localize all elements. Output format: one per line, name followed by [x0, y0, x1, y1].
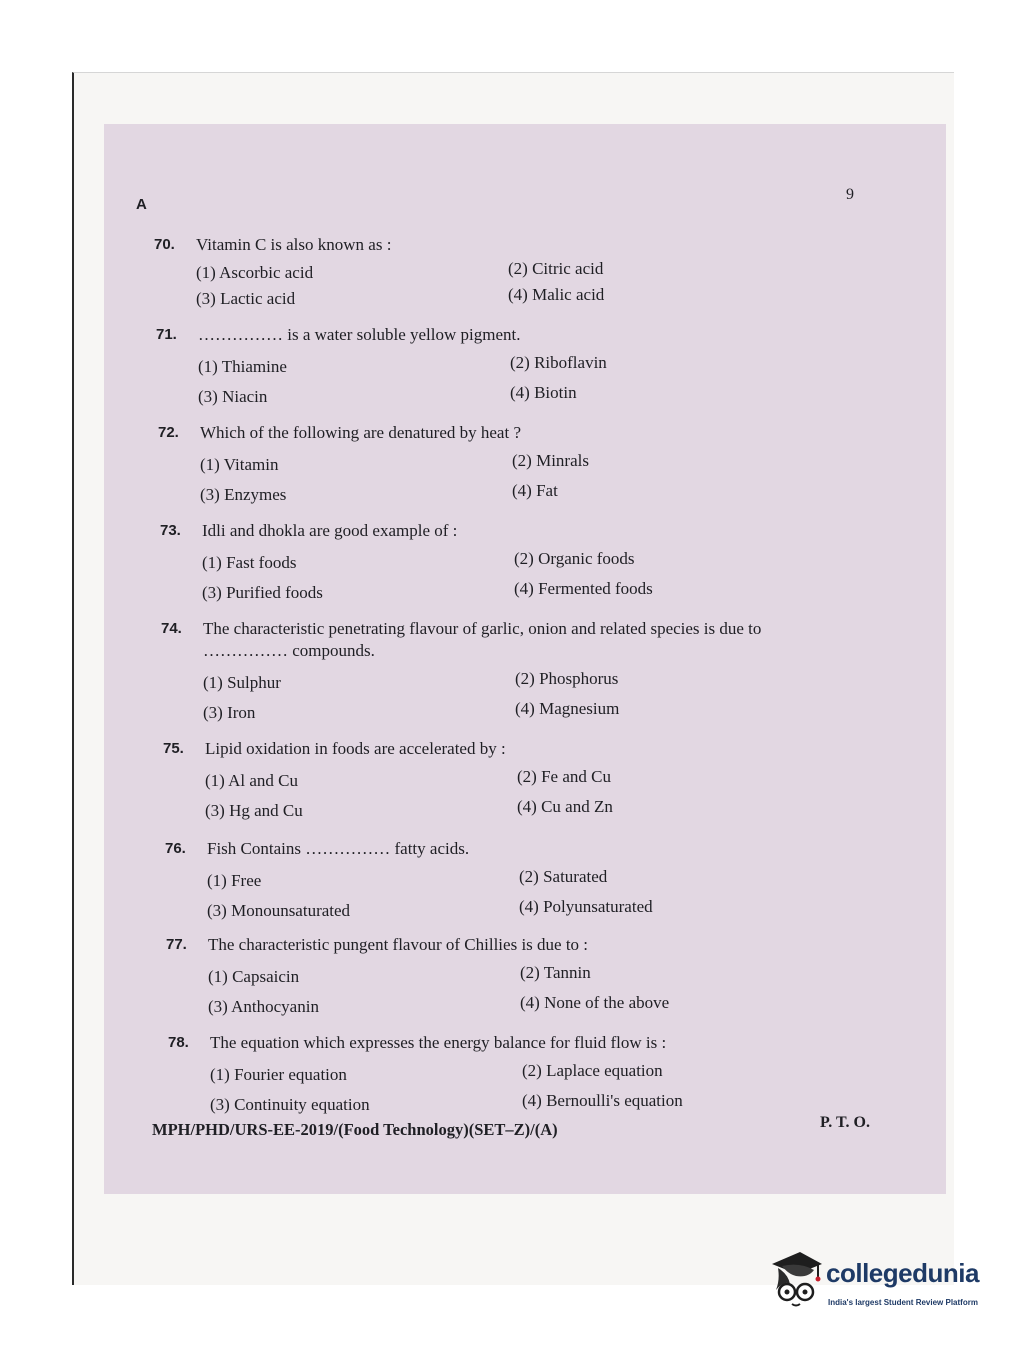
option-4: (4) Malic acid — [508, 285, 605, 304]
question-number: 70. — [154, 236, 175, 253]
option-3: (3) Lactic acid — [196, 289, 296, 308]
question-78 — [168, 1032, 868, 1116]
option-3: (3) Monounsaturated — [207, 901, 351, 920]
option-3: (3) Purified foods — [202, 583, 323, 602]
collegedunia-mascot-icon — [770, 1250, 824, 1308]
set-letter: A — [136, 196, 147, 213]
question-number: 73. — [160, 522, 181, 539]
question-71 — [156, 324, 856, 408]
question-70 — [154, 234, 854, 314]
question-number: 76. — [165, 840, 186, 857]
option-3: (3) Enzymes — [200, 485, 287, 504]
option-1: (1) Al and Cu — [205, 771, 299, 790]
question-number: 74. — [161, 620, 182, 637]
collegedunia-tagline: India's largest Student Review Platform — [828, 1298, 978, 1307]
option-1: (1) Capsaicin — [208, 967, 300, 986]
option-1: (1) Fast foods — [202, 553, 297, 572]
option-2: (2) Organic foods — [514, 549, 635, 568]
question-number: 71. — [156, 326, 177, 343]
option-2: (2) Tannin — [520, 963, 591, 982]
option-1: (1) Ascorbic acid — [196, 263, 314, 282]
option-2: (2) Saturated — [519, 867, 608, 886]
question-73 — [160, 520, 860, 604]
option-4: (4) Cu and Zn — [517, 797, 613, 816]
option-4: (4) Biotin — [510, 383, 577, 402]
option-1: (1) Thiamine — [198, 357, 287, 376]
question-75 — [163, 738, 863, 822]
option-3: (3) Continuity equation — [210, 1095, 370, 1114]
question-stem: Fish Contains …………… fatty acids. — [207, 839, 470, 858]
question-76 — [165, 838, 865, 922]
question-number: 75. — [163, 740, 184, 757]
option-4: (4) Bernoulli's equation — [522, 1091, 683, 1110]
collegedunia-brand: collegedunia — [826, 1258, 979, 1288]
option-3: (3) Iron — [203, 703, 256, 722]
option-3: (3) Hg and Cu — [205, 801, 303, 820]
option-4: (4) Fat — [512, 481, 558, 500]
option-2: (2) Phosphorus — [515, 669, 619, 688]
page-number: 9 — [846, 186, 854, 203]
question-stem: Vitamin C is also known as : — [196, 235, 392, 254]
question-number: 72. — [158, 424, 179, 441]
question-stem: The characteristic penetrating flavour of garlic, onion and related species is due to — [203, 619, 762, 638]
option-2: (2) Minrals — [512, 451, 589, 470]
collegedunia-watermark — [770, 1250, 995, 1320]
question-stem: Which of the following are denatured by heat ? — [200, 423, 521, 442]
option-1: (1) Free — [207, 871, 262, 890]
option-2: (2) Laplace equation — [522, 1061, 663, 1080]
question-number: 78. — [168, 1034, 189, 1051]
question-stem: Lipid oxidation in foods are accelerated by : — [205, 739, 506, 758]
option-4: (4) Magnesium — [515, 699, 620, 718]
option-1: (1) Vitamin — [200, 455, 279, 474]
option-2: (2) Riboflavin — [510, 353, 607, 372]
option-4: (4) None of the above — [520, 993, 670, 1012]
option-4: (4) Polyunsaturated — [519, 897, 653, 916]
question-stem: …………… is a water soluble yellow pigment. — [198, 325, 521, 344]
exam-code-footer: MPH/PHD/URS-EE-2019/(Food Technology)(SET–Z)/(A) — [152, 1120, 558, 1139]
option-2: (2) Fe and Cu — [517, 767, 611, 786]
question-stem-continued: …………… compounds. — [203, 641, 375, 660]
question-stem: Idli and dhokla are good example of : — [202, 521, 458, 540]
question-77 — [166, 934, 866, 1018]
option-3: (3) Niacin — [198, 387, 268, 406]
please-turn-over: P. T. O. — [820, 1114, 870, 1131]
option-4: (4) Fermented foods — [514, 579, 653, 598]
question-number: 77. — [166, 936, 187, 953]
question-stem: The equation which expresses the energy balance for fluid flow is : — [210, 1033, 667, 1052]
option-1: (1) Sulphur — [203, 673, 281, 692]
question-74 — [161, 618, 861, 728]
question-72 — [158, 422, 858, 506]
option-2: (2) Citric acid — [508, 259, 604, 278]
option-3: (3) Anthocyanin — [208, 997, 319, 1016]
option-1: (1) Fourier equation — [210, 1065, 347, 1084]
question-stem: The characteristic pungent flavour of Chillies is due to : — [208, 935, 589, 954]
